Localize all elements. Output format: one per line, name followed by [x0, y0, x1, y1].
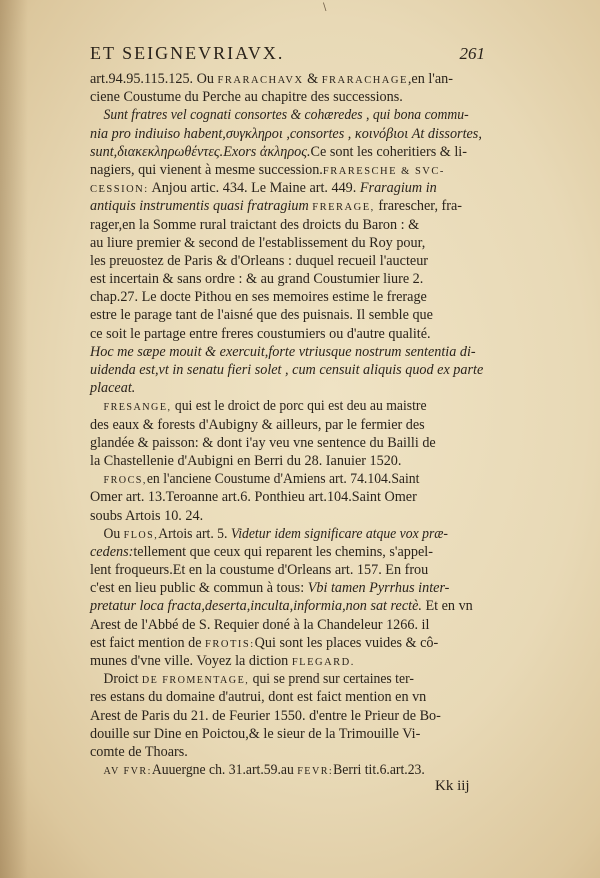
folio-number: 261 — [459, 44, 485, 63]
text-line: chap.27. Le docte Pithou en ses memoires estime le frerage — [90, 289, 427, 306]
entry-frocs: FROCS,en l'anciene Coustume d'Amiens art. 74.104.Saint — [103, 471, 420, 488]
text-line: pretatur loca fracta,deserta,inculta,informia,non sat rectè. Et en vn — [90, 598, 473, 615]
text-line: est faict mention de FROTIS:Qui sont les places vuides & cô- — [90, 634, 439, 651]
text-line: art.94.95.115.125. Ou FRARACHAVX & FRARACHAGE,en l'an- — [90, 71, 453, 87]
text-line: res estans du domaine d'autrui, dont est faict mention en vn — [90, 689, 427, 706]
text-line: des eaux & forests d'Aubigny & ailleurs, par le fermier des — [90, 416, 425, 433]
text-line: est incertain & sans ordre : & au grand Coustumier liure 2. — [90, 271, 424, 288]
text-line: ciene Coustume du Perche au chapitre des successions. — [90, 89, 403, 106]
tick-mark: \ — [323, 2, 327, 13]
text-line: c'est en lieu public & commun à tous: Vbi tamen Pyrrhus inter- — [90, 580, 450, 597]
signature-mark: Kk iij — [435, 778, 470, 794]
text-line: Omer art. 13.Teroanne art.6. Ponthieu art.104.Saint Omer — [90, 489, 417, 506]
page-header — [90, 43, 485, 69]
entry-fromentage: Droict DE FROMENTAGE, qui se prend sur certaines ter- — [103, 671, 414, 688]
text-line: soubs Artois 10. 24. — [90, 507, 204, 524]
text-line: glandée & paisson: & dont i'ay veu vne sentence du Bailli de — [90, 434, 436, 451]
text-line: CESSION: Anjou artic. 434. Le Maine art. 449. Fraragium in — [90, 180, 437, 197]
text-line: nagiers, qui vienent à mesme succession.FRARESCHE & SVC- — [90, 161, 445, 178]
text-line: comte de Thoars. — [90, 743, 188, 760]
text-line: lent froqueurs.Et en la coustume d'Orleans art. 157. En frou — [90, 562, 429, 579]
text-line: douille sur Dine en Poictou,& le sieur de la Trimouille Vi- — [90, 725, 421, 742]
text-line: Arest de Paris du 21. de Feurier 1550. d'entre le Prieur de Bo- — [90, 707, 441, 724]
latin-quote-line: placeat. — [90, 380, 136, 397]
latin-quote-line: uidenda est,vt in senatu fieri solet , cum censuit aliquis quod ex parte — [90, 362, 484, 378]
text-line: la Chastellenie d'Aubigni en Berri du 28. Ianuier 1520. — [90, 452, 402, 469]
latin-quote-line: Hoc me sæpe mouit & exercuit,forte vtriusque nostrum sententia di- — [90, 343, 476, 360]
text-line: ce soit le partage entre freres coustumiers ou d'autre qualité. — [90, 325, 431, 342]
body-text — [90, 70, 490, 779]
text-line: antiquis instrumentis quasi fratragium FRERAGE, frarescher, fra- — [90, 198, 463, 215]
text-line: les preuostez de Paris & d'Orleans : duquel recueil l'aucteur — [90, 252, 429, 269]
running-head: ET SEIGNEVRIAVX. — [90, 43, 285, 63]
entry-fresange: FRESANGE, qui est le droict de porc qui est deu au maistre — [103, 398, 427, 415]
text-line: rager,en la Somme rural traictant des droicts du Baron : & — [90, 216, 420, 233]
latin-quote-line: Sunt fratres vel cognati consortes & cohæredes , qui bona commu- — [103, 107, 469, 124]
text-line: au liure premier & second de l'establissement du Roy pour, — [90, 234, 426, 251]
text-line: sunt,διακεκληρωθέντες.Exors ἀκληρος.Ce sont les coheritiers & li- — [90, 143, 467, 160]
text-line: munes d'vne ville. Voyez la diction FLEGARD. — [90, 653, 355, 669]
entry-flos: Ou FLOS,Artois art. 5. Videtur idem significare atque vox præ- — [103, 525, 448, 542]
text-line: nia pro indiuiso habent,συγκληροι ,consortes , κοινόβιοι At dissortes, — [90, 125, 482, 142]
text-line: cedens:tellement que ceux qui reparent les chemins, s'appel- — [90, 543, 433, 560]
entry-fvr: AV FVR:Auuergne ch. 31.art.59.au FEVR:Berri tit.6.art.23. — [103, 762, 425, 779]
text-line: Arest de l'Abbé de S. Requier doné à la Chandeleur 1266. il — [90, 616, 430, 633]
text-line: estre le parage tant de l'aisné que des puisnais. Il semble que — [90, 307, 433, 324]
